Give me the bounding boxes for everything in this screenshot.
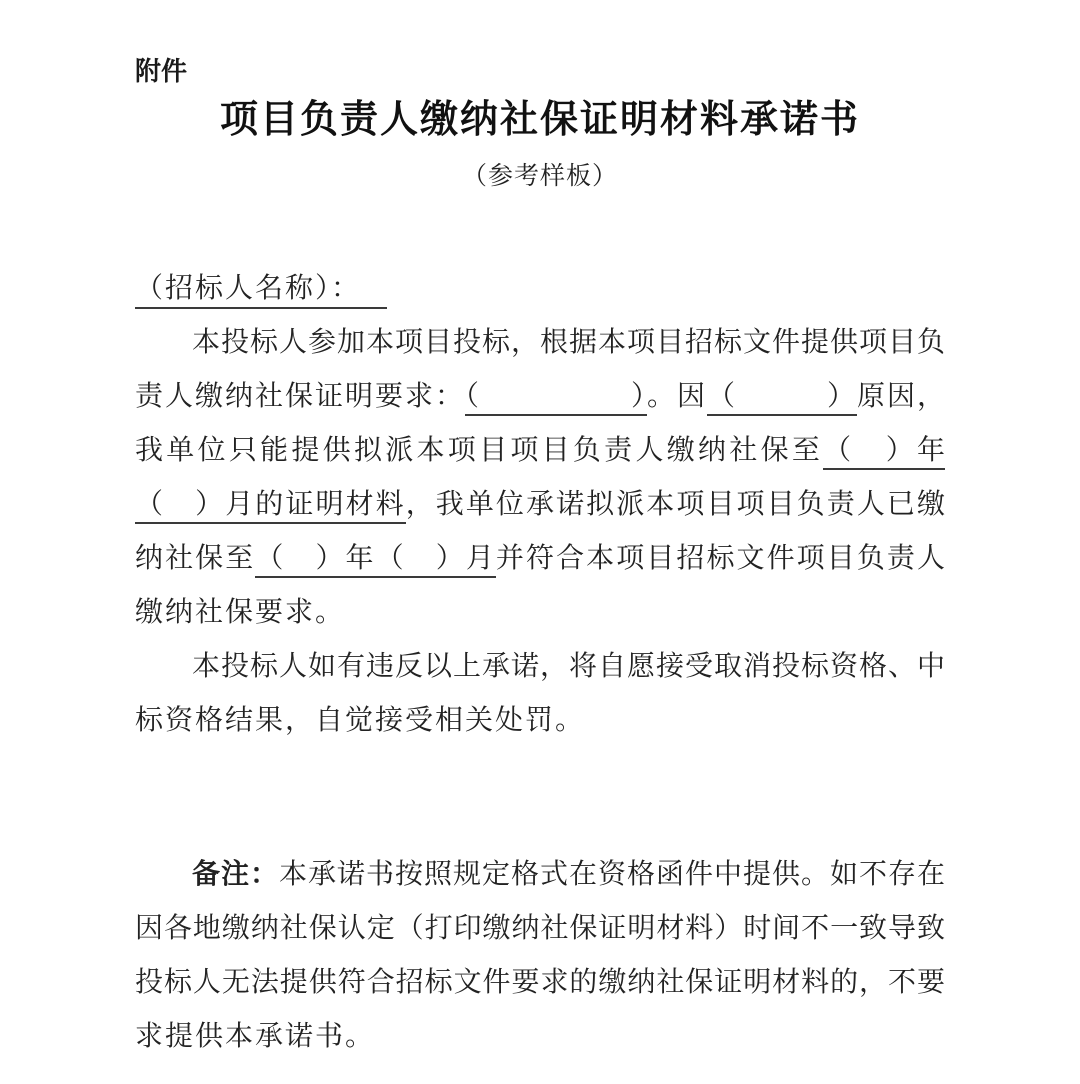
text-segment: 备注：: [192, 859, 279, 890]
document-title: 项目负责人缴纳社保证明材料承诺书: [219, 99, 860, 141]
text-line: [135, 586, 945, 640]
blank-field: （ ）: [465, 381, 647, 416]
text-line: [135, 694, 945, 748]
text-segment: 责人缴纳社保证明要求：: [135, 381, 465, 412]
text-line: [135, 1010, 945, 1064]
text-segment: 本承诺书按照规定格式在资格函件中提供。如不存在: [279, 859, 945, 890]
salutation-line: [135, 262, 945, 316]
blank-field: （ ）年（ ）月: [255, 543, 496, 578]
blank-field: （ ）月的证明材料: [135, 489, 406, 524]
text-segment: 求提供本承诺书。: [135, 1021, 376, 1052]
text-segment: 并符合本项目招标文件项目负责人: [495, 543, 945, 574]
text-segment: 纳社保至: [135, 543, 256, 574]
text-line: [135, 956, 945, 1010]
text-segment: ，我单位承诺拟派本项目项目负责人已缴: [405, 489, 945, 520]
text-segment: 本投标人如有违反以上承诺，将自愿接受取消投标资格、中: [192, 651, 945, 682]
text-line: [135, 478, 945, 532]
text-segment: 因各地缴纳社保认定（打印缴纳社保证明材料）时间不一致导致: [135, 913, 945, 944]
text-segment: 投标人无法提供符合招标文件要求的缴纳社保证明材料的，不要: [135, 967, 945, 998]
text-segment: 。因: [646, 381, 707, 412]
text-segment: 缴纳社保要求。: [135, 597, 346, 628]
text-segment: 本投标人参加本项目投标，根据本项目招标文件提供项目负: [192, 327, 945, 358]
blank-field: （ ）: [707, 381, 857, 416]
text-line: [135, 640, 945, 694]
document-body: [135, 316, 945, 1064]
text-segment: 标资格结果，自觉接受相关处罚。: [135, 705, 586, 736]
text-line: [135, 316, 945, 370]
tenderer-name-blank: （招标人名称）：: [135, 273, 387, 309]
text-line: [135, 902, 945, 956]
attachment-label: 附件: [135, 56, 188, 86]
text-line: [135, 848, 945, 902]
document-subtitle: （参考样板）: [461, 163, 618, 190]
text-line: [135, 424, 945, 478]
text-line: [135, 370, 945, 424]
text-segment: 原因，: [856, 381, 945, 412]
blank-field: （ ）年: [823, 435, 945, 470]
text-segment: 我单位只能提供拟派本项目项目负责人缴纳社保至: [135, 435, 824, 466]
text-line: [135, 532, 945, 586]
